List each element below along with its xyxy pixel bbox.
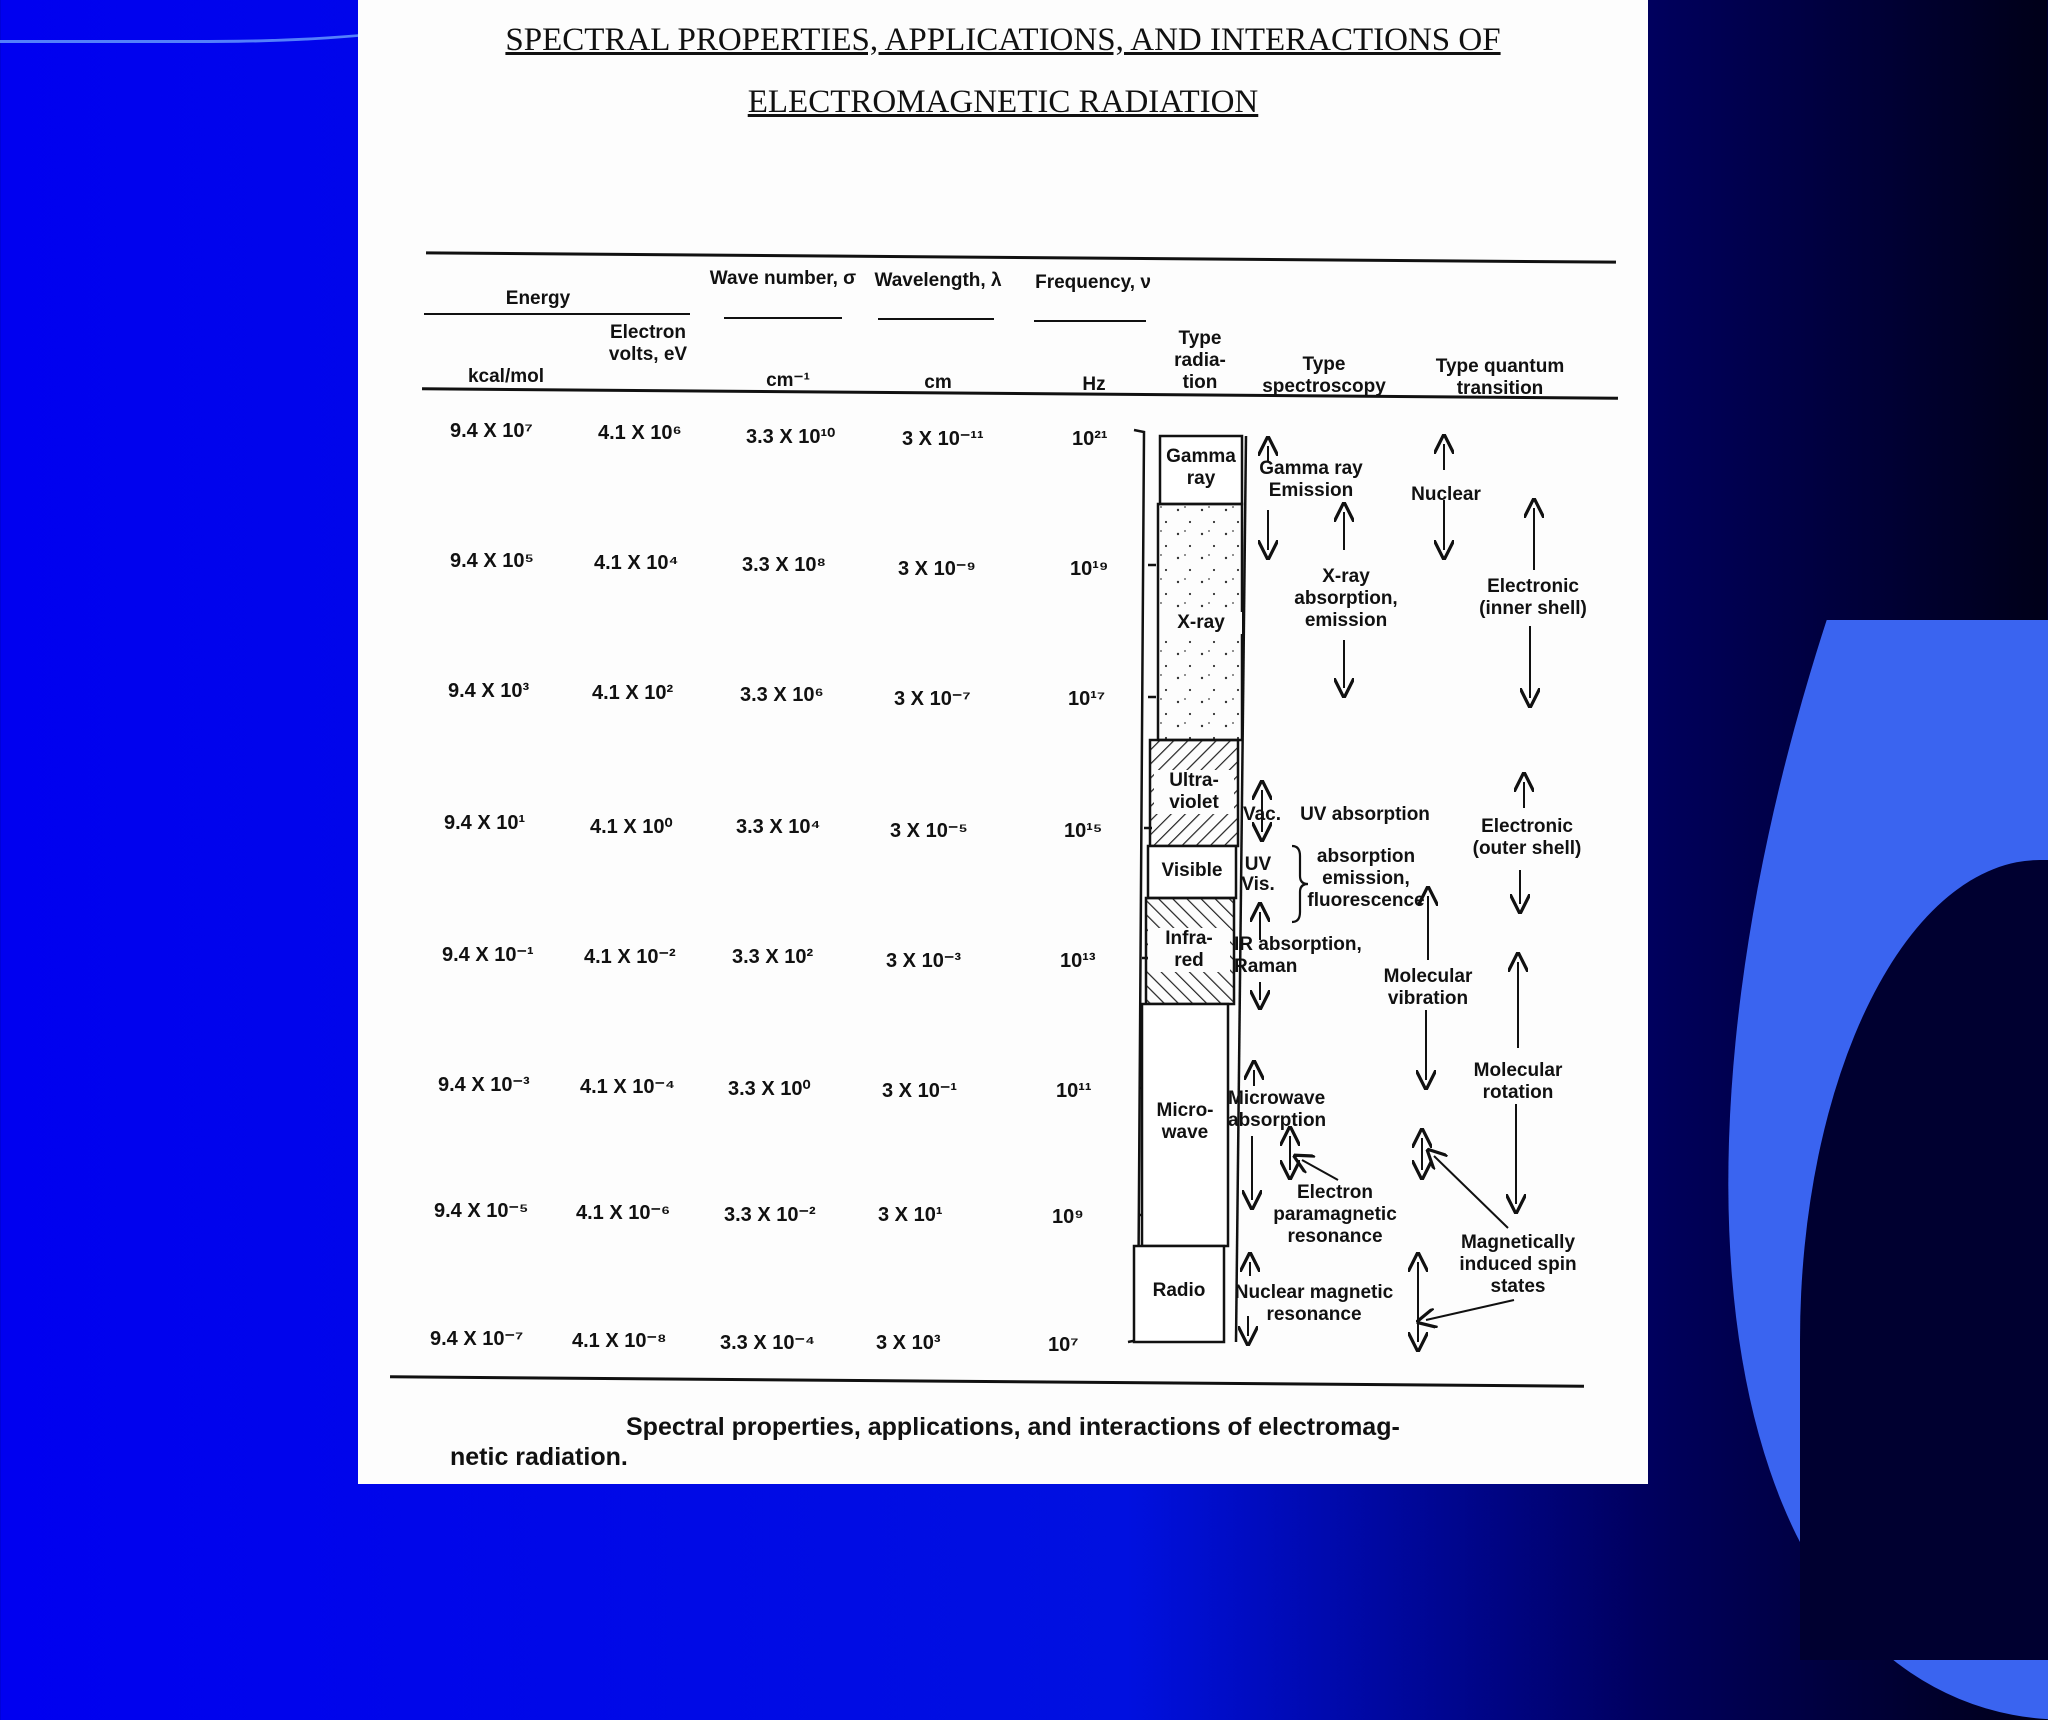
spec-xray: X-ray absorption, emission [1294,566,1398,631]
row-2-hz: 10¹⁹ [1070,558,1109,580]
header-hz: Hz [1082,374,1106,395]
row-1-hz: 10²¹ [1072,428,1108,450]
row-3-hz: 10¹⁷ [1068,688,1106,710]
row-7-wn: 3.3 X 10⁻² [724,1204,816,1226]
page-title-line2: ELECTROMAGNETIC RADIATION [747,84,1259,120]
radiation-uv: Ultra- violet [1154,770,1234,814]
quantum-rotation: Molecular rotation [1473,1060,1563,1103]
radiation-radio: Radio [1152,1280,1206,1301]
header-ev: Electron volts, eV [608,322,688,365]
radiation-gamma: Gamma ray [1166,446,1236,489]
spec-vac: Vac. [1242,804,1282,825]
row-7-ev: 4.1 X 10⁻⁶ [576,1202,671,1224]
header-wavelength: Wavelength, λ [874,270,1002,291]
row-8-wn: 3.3 X 10⁻⁴ [720,1332,815,1354]
row-6-kcal: 9.4 X 10⁻³ [438,1074,530,1096]
row-2-wn: 3.3 X 10⁸ [742,554,826,576]
spec-uvvis-absorption: absorption emission, fluorescence [1307,846,1425,911]
spec-uv: UV [1244,854,1272,875]
header-frequency: Frequency, ν [1035,272,1151,293]
row-1-ev: 4.1 X 10⁶ [598,422,682,444]
row-7-wl: 3 X 10¹ [878,1204,943,1226]
row-4-hz: 10¹⁵ [1064,820,1103,842]
header-type-quantum: Type quantum transition [1435,356,1565,399]
header-energy: Energy [505,288,571,309]
row-6-wn: 3.3 X 10⁰ [728,1078,811,1100]
header-kcal: kcal/mol [467,366,545,387]
quantum-outer-shell: Electronic (outer shell) [1472,816,1582,859]
row-3-wn: 3.3 X 10⁶ [740,684,824,706]
radiation-xray: X-ray [1160,612,1242,634]
caption-line2: netic radiation. [450,1443,628,1471]
row-5-kcal: 9.4 X 10⁻¹ [442,944,534,966]
quantum-nuclear: Nuclear [1411,484,1481,505]
row-8-hz: 10⁷ [1048,1334,1079,1356]
row-5-hz: 10¹³ [1060,950,1096,972]
caption-line1: Spectral properties, applications, and interactions of electromag- [626,1413,1400,1441]
row-8-wl: 3 X 10³ [876,1332,941,1354]
row-7-hz: 10⁹ [1052,1206,1084,1228]
row-4-wn: 3.3 X 10⁴ [736,816,821,838]
spec-nmr: Nuclear magnetic resonance [1234,1282,1394,1325]
document-page [358,0,1648,1484]
header-cm-inv: cm⁻¹ [766,370,810,391]
spec-microwave: Microwave absorption [1228,1088,1327,1131]
row-1-wl: 3 X 10⁻¹¹ [902,428,984,450]
row-3-ev: 4.1 X 10² [592,682,674,704]
spec-ir: IR absorption, Raman [1234,934,1362,977]
row-1-kcal: 9.4 X 10⁷ [450,420,533,442]
row-3-wl: 3 X 10⁻⁷ [894,688,971,710]
row-3-kcal: 9.4 X 10³ [448,680,530,702]
row-4-kcal: 9.4 X 10¹ [444,812,526,834]
spec-vis: Vis. [1241,874,1275,895]
spec-uv-absorption: UV absorption [1300,804,1430,825]
page-title-line1: SPECTRAL PROPERTIES, APPLICATIONS, AND INTERACTIONS OF [505,22,1501,58]
row-2-kcal: 9.4 X 10⁵ [450,550,534,572]
spec-gamma: Gamma ray Emission [1259,458,1363,501]
row-4-wl: 3 X 10⁻⁵ [890,820,968,842]
row-6-wl: 3 X 10⁻¹ [882,1080,958,1102]
row-7-kcal: 9.4 X 10⁻⁵ [434,1200,529,1222]
header-type-spectroscopy: Type spectroscopy [1262,354,1386,397]
row-2-wl: 3 X 10⁻⁹ [898,558,976,580]
radiation-ir: Infra- red [1148,928,1230,972]
row-6-hz: 10¹¹ [1056,1080,1092,1102]
radiation-micro: Micro- wave [1156,1100,1214,1143]
row-5-wl: 3 X 10⁻³ [886,950,962,972]
radiation-visible: Visible [1161,860,1223,881]
header-wavenumber: Wave number, σ [709,268,857,289]
row-4-ev: 4.1 X 10⁰ [590,816,673,838]
header-cm: cm [924,372,952,393]
quantum-inner-shell: Electronic (inner shell) [1479,576,1587,619]
spec-epr: Electron paramagnetic resonance [1273,1182,1397,1247]
row-1-wn: 3.3 X 10¹⁰ [746,426,836,448]
row-2-ev: 4.1 X 10⁴ [594,552,679,574]
row-8-kcal: 9.4 X 10⁻⁷ [430,1328,524,1350]
quantum-spin-states: Magnetically induced spin states [1459,1232,1577,1297]
quantum-vibration: Molecular vibration [1383,966,1473,1009]
row-6-ev: 4.1 X 10⁻⁴ [580,1076,675,1098]
header-type-radiation: Type radia- tion [1174,328,1226,393]
row-8-ev: 4.1 X 10⁻⁸ [572,1330,667,1352]
row-5-wn: 3.3 X 10² [732,946,814,968]
row-5-ev: 4.1 X 10⁻² [584,946,676,968]
